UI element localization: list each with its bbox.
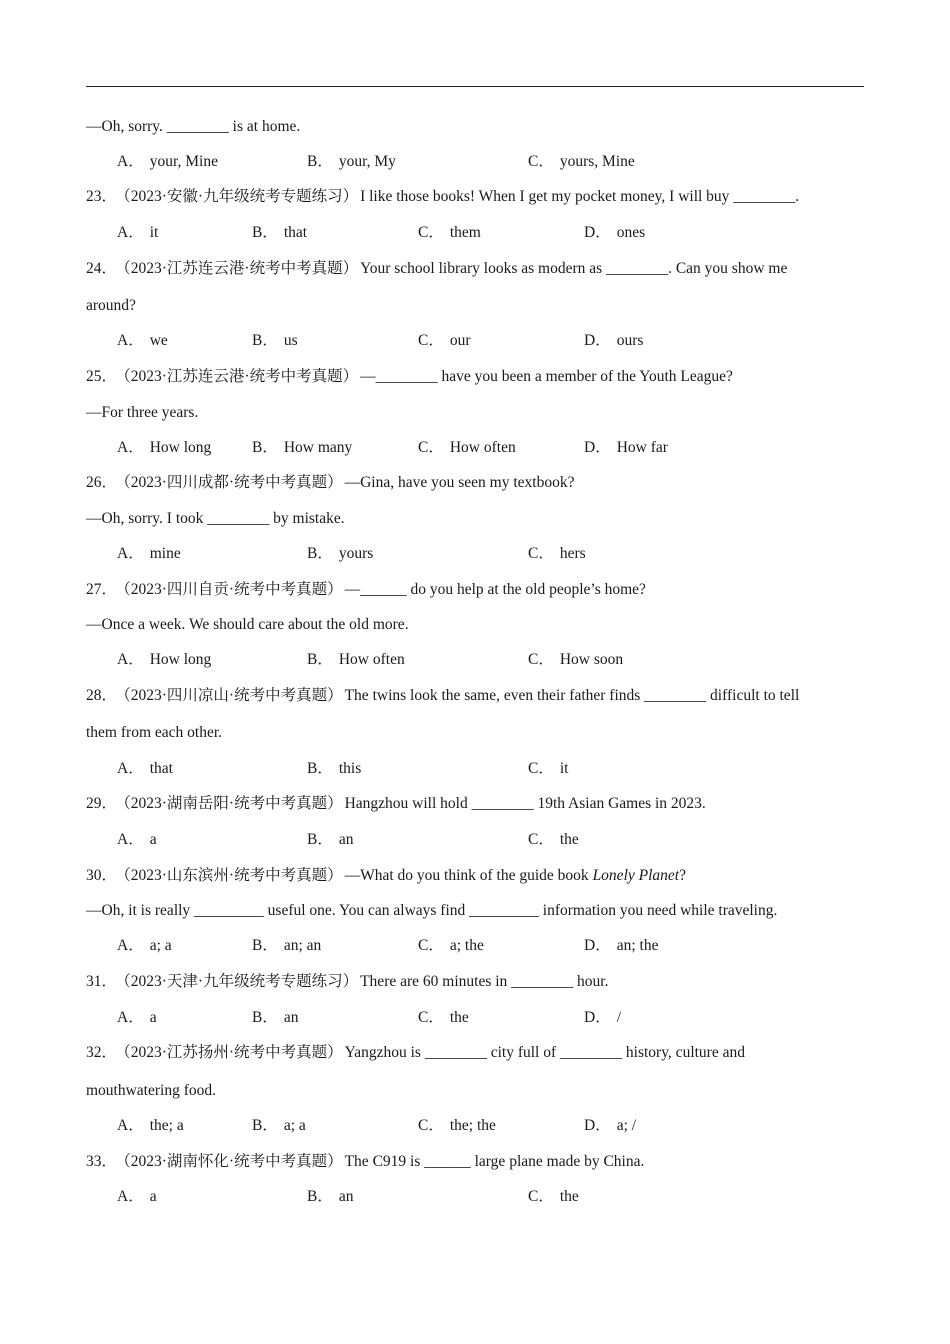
option-b[interactable]: B． a; a (252, 1117, 306, 1134)
option-c[interactable]: C． the (528, 1188, 579, 1205)
option-c[interactable]: C． How often (418, 439, 516, 456)
option-d[interactable]: D． a; / (584, 1117, 637, 1134)
option-a[interactable]: A． that (117, 760, 173, 777)
option-b[interactable]: B． your, My (307, 153, 396, 170)
option-d[interactable]: D． / (584, 1009, 622, 1026)
question-24-continued: around? (86, 297, 136, 314)
option-d[interactable]: D． How far (584, 439, 668, 456)
option-b[interactable]: B． us (252, 332, 298, 349)
option-d[interactable]: D． ours (584, 332, 644, 349)
option-c[interactable]: C． How soon (528, 651, 624, 668)
option-d[interactable]: D． ones (584, 224, 646, 241)
option-a[interactable]: A． a (117, 831, 157, 848)
question-32-continued: mouthwatering food. (86, 1082, 217, 1099)
option-a[interactable]: A． a (117, 1009, 157, 1026)
question-26: 26． （2023·四川成都·统考中考真题） —Gina, have you seen my textbook? (86, 474, 575, 491)
question-27-reply: —Once a week. We should care about the old more. (86, 616, 409, 633)
option-a[interactable]: A． How long (117, 651, 212, 668)
option-a[interactable]: A． the; a (117, 1117, 184, 1134)
option-b[interactable]: B． an (252, 1009, 299, 1026)
option-c[interactable]: C． it (528, 760, 569, 777)
question-28-continued: them from each other. (86, 724, 223, 741)
book-title: Lonely Planet (592, 867, 680, 884)
question-22-answer-line: —Oh, sorry. ________ is at home. (86, 118, 301, 135)
option-b[interactable]: B． yours (307, 545, 374, 562)
option-b[interactable]: B． an (307, 1188, 354, 1205)
question-23: 23． （2023·安徽·九年级统考专题练习） I like those books! When I get my pocket money, I will buy ________. (86, 188, 800, 205)
question-27: 27． （2023·四川自贡·统考中考真题） —______ do you help at the old people’s home? (86, 581, 646, 598)
option-b[interactable]: B． How often (307, 651, 405, 668)
question-32: 32． （2023·江苏扬州·统考中考真题） Yangzhou is ________ city full of ________ history, culture and (86, 1044, 745, 1061)
option-a[interactable]: A． it (117, 224, 159, 241)
question-29: 29． （2023·湖南岳阳·统考中考真题） Hangzhou will hold ________ 19th Asian Games in 2023. (86, 795, 706, 812)
option-c[interactable]: C． the (418, 1009, 469, 1026)
option-c[interactable]: C． them (418, 224, 481, 241)
option-c[interactable]: C． a; the (418, 937, 484, 954)
option-a[interactable]: A． mine (117, 545, 181, 562)
option-c[interactable]: C． yours, Mine (528, 153, 635, 170)
question-33: 33． （2023·湖南怀化·统考中考真题） The C919 is ______ large plane made by China. (86, 1153, 645, 1170)
option-a[interactable]: A． we (117, 332, 168, 349)
question-28: 28． （2023·四川凉山·统考中考真题） The twins look the same, even their father finds ________ difficult to tell (86, 687, 800, 704)
option-a[interactable]: A． How long (117, 439, 212, 456)
option-d[interactable]: D． an; the (584, 937, 659, 954)
header-rule (86, 86, 864, 87)
option-c[interactable]: C． our (418, 332, 471, 349)
question-25-reply: —For three years. (86, 404, 199, 421)
option-c[interactable]: C． the (528, 831, 579, 848)
option-a[interactable]: A． a; a (117, 937, 172, 954)
question-25: 25． （2023·江苏连云港·统考中考真题） —________ have you been a member of the Youth League? (86, 368, 733, 385)
option-b[interactable]: B． an; an (252, 937, 322, 954)
option-a[interactable]: A． a (117, 1188, 157, 1205)
option-c[interactable]: C． the; the (418, 1117, 496, 1134)
option-a[interactable]: A． your, Mine (117, 153, 218, 170)
option-b[interactable]: B． an (307, 831, 354, 848)
option-b[interactable]: B． that (252, 224, 308, 241)
question-24: 24． （2023·江苏连云港·统考中考真题） Your school library looks as modern as ________. Can you show me (86, 260, 788, 277)
question-26-reply: —Oh, sorry. I took ________ by mistake. (86, 510, 345, 527)
option-b[interactable]: B． How many (252, 439, 353, 456)
question-31: 31． （2023·天津·九年级统考专题练习） There are 60 minutes in ________ hour. (86, 973, 609, 990)
option-c[interactable]: C． hers (528, 545, 586, 562)
question-30: 30． （2023·山东滨州·统考中考真题） —What do you think of the guide book Lonely Planet? (86, 867, 686, 884)
question-30-reply: —Oh, it is really _________ useful one. You can always find _________ information you need while traveling. (86, 902, 778, 919)
option-b[interactable]: B． this (307, 760, 362, 777)
